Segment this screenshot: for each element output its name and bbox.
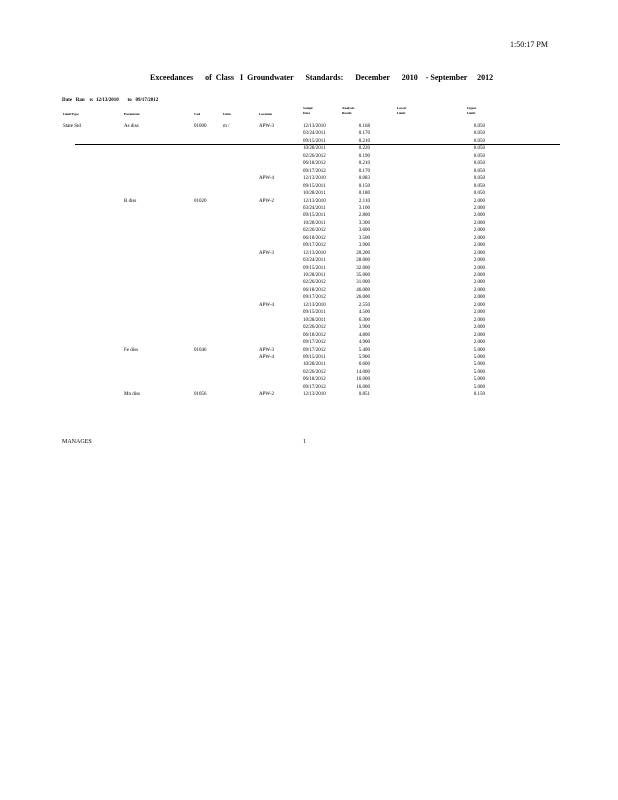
sample-date-cell: 03/24/2011 — [303, 258, 326, 264]
page-number: 1 — [303, 439, 306, 445]
sample-date-cell: 06/18/2012 — [303, 332, 326, 338]
upper-limit-cell: 2.000 — [473, 332, 485, 338]
result-cell: 0.170 — [358, 131, 370, 137]
result-cell: 0.168 — [358, 124, 370, 129]
table-row — [0, 391, 618, 399]
upper-limit-cell: 2.000 — [473, 213, 485, 219]
sample-date-cell: 09/15/2011 — [303, 138, 326, 144]
sample-date-cell: 12/13/2010 — [303, 176, 326, 182]
column-header-result: Analysis Result — [342, 106, 355, 115]
upper-limit-cell: 0.050 — [473, 168, 485, 174]
result-cell: 2.110 — [358, 198, 370, 204]
upper-limit-cell: 5.000 — [473, 369, 485, 375]
sample-date-cell: 12/13/2010 — [303, 250, 326, 256]
sample-date-cell: 06/18/2012 — [303, 161, 326, 167]
result-cell: 20.200 — [356, 250, 370, 256]
code-cell: 01000 — [194, 124, 207, 129]
sample-date-cell: 09/17/2012 — [303, 243, 326, 249]
result-cell: 0.851 — [358, 392, 370, 398]
sample-date-cell: 03/24/2011 — [303, 205, 326, 211]
result-cell: 26.000 — [356, 295, 370, 301]
sample-date-cell: 02/26/2012 — [303, 153, 326, 159]
location-cell: APW-3 — [259, 347, 274, 353]
result-cell: 0.190 — [358, 153, 370, 159]
upper-limit-cell: 5.000 — [473, 354, 485, 360]
sample-date-cell: 10/28/2011 — [303, 317, 326, 323]
limit-type-cell: State Std — [63, 124, 81, 129]
result-cell: 5.400 — [358, 347, 370, 353]
sample-date-cell: 09/15/2011 — [303, 310, 326, 316]
column-header-code: Cod — [194, 112, 201, 116]
sample-date-cell: 09/17/2012 — [303, 347, 326, 353]
location-cell: APW-3 — [259, 250, 274, 256]
upper-limit-cell: 2.000 — [473, 235, 485, 241]
parameter-cell: B diss — [124, 198, 137, 204]
sample-date-cell: 12/13/2010 — [303, 124, 326, 129]
sample-date-cell: 09/15/2011 — [303, 354, 326, 360]
upper-limit-cell: 0.050 — [473, 124, 485, 129]
column-header-limit-type: LimitType — [63, 112, 79, 116]
result-cell: 35.000 — [356, 273, 370, 278]
sample-date-cell: 09/15/2011 — [303, 213, 326, 219]
upper-limit-cell: 2.000 — [473, 265, 485, 271]
location-cell: APW-4 — [259, 176, 274, 182]
column-header-lower-limit: Lower Limit — [397, 106, 407, 115]
upper-limit-cell: 0.050 — [473, 161, 485, 167]
result-cell: 28.000 — [356, 258, 370, 264]
report-time: 1:50:17 PM — [509, 40, 548, 49]
location-cell: APW-4 — [259, 354, 274, 360]
units-cell: m / — [223, 124, 230, 129]
column-header-parameter: Parameter — [124, 112, 140, 116]
upper-limit-cell: 2.000 — [473, 258, 485, 264]
column-header-units: Units — [223, 112, 231, 116]
result-cell: 4.900 — [358, 340, 370, 346]
sample-date-cell: 10/28/2011 — [303, 220, 326, 226]
sample-date-cell: 10/28/2011 — [303, 273, 326, 278]
result-cell: 6.600 — [358, 362, 370, 368]
sample-date-cell: 03/24/2011 — [303, 131, 326, 137]
parameter-cell: Fe diss — [124, 347, 139, 353]
date-range: Date Ran e: 12/13/2010 to 09/17/2012 — [62, 98, 159, 103]
upper-limit-cell: 2.000 — [473, 198, 485, 204]
upper-limit-cell: 0.050 — [473, 191, 485, 197]
sample-date-cell: 10/28/2011 — [303, 146, 326, 152]
result-cell: 0.083 — [358, 176, 370, 182]
code-cell: 01020 — [194, 198, 207, 204]
upper-limit-cell: 2.000 — [473, 317, 485, 323]
result-cell: 16.000 — [356, 377, 370, 383]
upper-limit-cell: 2.000 — [473, 325, 485, 331]
sample-date-cell: 09/15/2011 — [303, 183, 326, 189]
result-cell: 0.220 — [358, 146, 370, 152]
column-header-sample-date: Sampl Date — [303, 106, 313, 115]
column-header-location: Location — [259, 112, 273, 116]
upper-limit-cell: 2.000 — [473, 295, 485, 301]
result-cell: 2.800 — [358, 213, 370, 219]
upper-limit-cell: 0.050 — [473, 153, 485, 159]
sample-date-cell: 10/28/2011 — [303, 191, 326, 197]
result-cell: 16.000 — [356, 384, 370, 390]
sample-date-cell: 06/18/2012 — [303, 235, 326, 241]
result-cell: 3.100 — [358, 205, 370, 211]
location-cell: APW-3 — [259, 124, 274, 129]
sample-date-cell: 12/13/2010 — [303, 302, 326, 308]
upper-limit-cell: 5.000 — [473, 384, 485, 390]
sample-date-cell: 12/13/2010 — [303, 198, 326, 204]
upper-limit-cell: 2.000 — [473, 287, 485, 293]
upper-limit-cell: 5.000 — [473, 377, 485, 383]
upper-limit-cell: 0.050 — [473, 183, 485, 189]
code-cell: 01056 — [194, 392, 207, 398]
sample-date-cell: 10/28/2011 — [303, 362, 326, 368]
upper-limit-cell: 2.000 — [473, 205, 485, 211]
upper-limit-cell: 2.000 — [473, 273, 485, 278]
report-title: Exceedances of Class I Groundwater Standards: December 2010 - September 2012 — [150, 73, 494, 82]
sample-date-cell: 09/17/2012 — [303, 295, 326, 301]
result-cell: 3.900 — [358, 325, 370, 331]
sample-date-cell: 02/26/2012 — [303, 228, 326, 234]
sample-date-cell: 06/18/2012 — [303, 287, 326, 293]
upper-limit-cell: 2.000 — [473, 220, 485, 226]
parameter-cell: Mn diss — [124, 392, 140, 398]
sample-date-cell: 12/13/2010 — [303, 392, 326, 398]
result-cell: 3.600 — [358, 228, 370, 234]
result-cell: 3.300 — [358, 220, 370, 226]
location-cell: APW-2 — [259, 198, 274, 204]
sample-date-cell: 09/17/2012 — [303, 168, 326, 174]
code-cell: 01046 — [194, 347, 207, 353]
result-cell: 31.000 — [356, 280, 370, 286]
upper-limit-cell: 2.000 — [473, 243, 485, 249]
upper-limit-cell: 0.050 — [473, 176, 485, 182]
location-cell: APW-4 — [259, 302, 274, 308]
sample-date-cell: 09/15/2011 — [303, 265, 326, 271]
result-cell: 0.210 — [358, 161, 370, 167]
result-cell: 0.210 — [358, 138, 370, 144]
result-cell: 0.180 — [358, 191, 370, 197]
sample-date-cell: 09/17/2012 — [303, 340, 326, 346]
upper-limit-cell: 2.000 — [473, 310, 485, 316]
upper-limit-cell: 0.150 — [473, 392, 485, 398]
result-cell: 14.000 — [356, 369, 370, 375]
result-cell: 4.800 — [358, 332, 370, 338]
result-cell: 3.900 — [358, 243, 370, 249]
upper-limit-cell: 2.000 — [473, 340, 485, 346]
sample-date-cell: 02/26/2012 — [303, 369, 326, 375]
result-cell: 0.170 — [358, 168, 370, 174]
sample-date-cell: 06/18/2012 — [303, 377, 326, 383]
upper-limit-cell: 2.000 — [473, 302, 485, 308]
upper-limit-cell: 0.050 — [473, 138, 485, 144]
upper-limit-cell: 2.000 — [473, 250, 485, 256]
parameter-cell: As diss — [124, 124, 139, 129]
sample-date-cell: 02/26/2012 — [303, 325, 326, 331]
upper-limit-cell: 2.000 — [473, 228, 485, 234]
result-cell: 0.150 — [358, 183, 370, 189]
upper-limit-cell: 0.050 — [473, 146, 485, 152]
result-cell: 4.500 — [358, 310, 370, 316]
column-header-upper-limit: Upper Limit — [467, 106, 477, 115]
result-cell: 32.000 — [356, 265, 370, 271]
sample-date-cell: 02/26/2012 — [303, 280, 326, 286]
result-cell: 6.300 — [358, 317, 370, 323]
result-cell: 5.900 — [358, 354, 370, 360]
upper-limit-cell: 5.000 — [473, 362, 485, 368]
sample-date-cell: 09/17/2012 — [303, 384, 326, 390]
result-cell: 46.000 — [356, 287, 370, 293]
upper-limit-cell: 5.000 — [473, 347, 485, 353]
upper-limit-cell: 2.000 — [473, 280, 485, 286]
upper-limit-cell: 0.050 — [473, 131, 485, 137]
result-cell: 3.500 — [358, 235, 370, 241]
footer-label: MANAGES — [62, 439, 92, 445]
result-cell: 2.550 — [358, 302, 370, 308]
location-cell: APW-2 — [259, 392, 274, 398]
